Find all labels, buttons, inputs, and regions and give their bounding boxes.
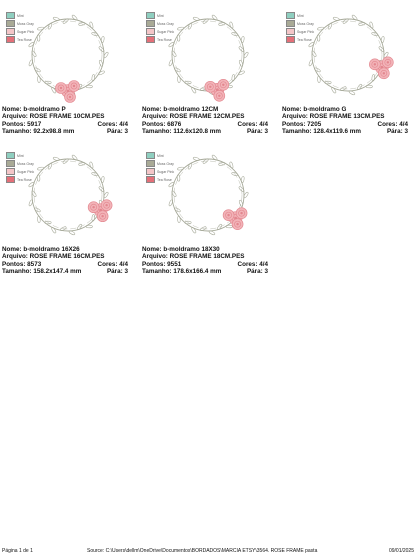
info-name: Nome: b-moldramo 16X26: [2, 246, 80, 253]
leaf: [226, 225, 232, 228]
info-row: [2, 261, 132, 268]
color-label: Moss Gray: [297, 21, 314, 26]
color-swatch: [6, 12, 15, 19]
leaf: [317, 35, 320, 42]
leaf: [89, 162, 93, 169]
leaf: [177, 175, 180, 182]
leaf: [99, 60, 104, 67]
leaf: [28, 59, 33, 66]
leaf: [366, 85, 372, 88]
color-swatch: [146, 160, 155, 167]
leaf: [101, 176, 105, 183]
info-points: Pontos: 8573: [2, 260, 42, 268]
leaf: [369, 22, 373, 29]
rose-flower: [101, 200, 112, 211]
leaf: [239, 200, 244, 207]
color-label: Moss Gray: [17, 21, 34, 26]
info-points: Pontos: 6876: [142, 120, 182, 128]
color-swatch: [6, 176, 15, 183]
info-points: Pontos: 9551: [142, 260, 182, 268]
leaf: [37, 175, 40, 182]
color-label: Tea Rose: [17, 177, 32, 182]
color-swatch: [6, 28, 15, 35]
info-row: [2, 113, 132, 120]
info-row: [142, 268, 272, 275]
leaf: [37, 35, 40, 42]
design-preview: [282, 8, 412, 104]
rose-flower: [382, 57, 393, 68]
info-row: [282, 128, 412, 135]
info-row: [2, 268, 132, 275]
rose-flower: [97, 211, 108, 222]
info-name: Nome: b-moldramo 18X30: [142, 246, 220, 253]
leaf: [229, 22, 233, 29]
color-swatch: [286, 28, 295, 35]
info-row: [142, 121, 272, 128]
color-swatch: [286, 36, 295, 43]
color-label: Moss Gray: [17, 161, 34, 166]
info-stops: Pára: 3: [246, 127, 268, 135]
design-preview: [2, 8, 132, 104]
info-points: Pontos: 7205: [282, 120, 322, 128]
info-row: [142, 113, 272, 120]
leaf: [177, 216, 180, 223]
leaf: [241, 36, 245, 43]
info-row: [2, 121, 132, 128]
legend-row: [6, 28, 34, 35]
leaf: [37, 76, 40, 83]
color-swatch: [6, 36, 15, 43]
info-row: [142, 106, 272, 113]
print-date: 09/01/2025: [388, 548, 414, 554]
leaf: [168, 199, 173, 206]
leaf: [89, 22, 93, 29]
leaf: [381, 36, 385, 43]
leaf: [101, 36, 105, 43]
legend-row: [146, 20, 174, 27]
rose-flower: [56, 83, 67, 94]
legend-row: [146, 28, 174, 35]
leaf: [168, 59, 173, 66]
color-swatch: [286, 20, 295, 27]
rose-flower: [214, 90, 225, 101]
info-stops: Pára: 3: [246, 267, 268, 275]
design-card: [282, 8, 412, 135]
legend-row: [286, 28, 314, 35]
color-swatch: [6, 20, 15, 27]
leaf: [51, 227, 57, 234]
info-size: Tamanho: 92.2x98.8 mm: [2, 127, 75, 135]
color-legend: [286, 12, 314, 44]
info-row: [142, 261, 272, 268]
design-card: [2, 8, 132, 135]
color-label: Tea Rose: [157, 177, 172, 182]
color-swatch: [286, 12, 295, 19]
info-size: Tamanho: 128.4x119.6 mm: [282, 127, 361, 135]
leaf: [193, 157, 200, 161]
info-colors: Cores: 4/4: [237, 120, 268, 128]
design-card: [142, 148, 272, 275]
design-info: [142, 106, 272, 135]
color-swatch: [6, 152, 15, 159]
info-file: Arquivo: ROSE FRAME 16CM.PES: [2, 253, 105, 261]
info-row: [282, 121, 412, 128]
info-file: Arquivo: ROSE FRAME 13CM.PES: [282, 113, 385, 121]
color-legend: [6, 152, 34, 184]
color-label: Mint: [157, 153, 164, 158]
leaf: [177, 76, 180, 83]
color-swatch: [146, 28, 155, 35]
leaf: [238, 70, 245, 75]
info-stops: Pára: 3: [106, 267, 128, 275]
info-stops: Pára: 3: [106, 127, 128, 135]
color-label: Mint: [157, 13, 164, 18]
leaf: [177, 35, 180, 42]
rose-flower: [205, 81, 216, 92]
color-swatch: [146, 176, 155, 183]
rose-flower: [232, 219, 243, 230]
color-label: Mint: [297, 13, 304, 18]
info-row: [142, 253, 272, 260]
info-size: Tamanho: 178.6x166.4 mm: [142, 267, 222, 275]
info-file: Arquivo: ROSE FRAME 10CM.PES: [2, 113, 105, 121]
legend-row: [146, 12, 174, 19]
design-preview: [142, 148, 272, 244]
design-info: [282, 106, 412, 135]
legend-row: [6, 160, 34, 167]
leaf: [86, 85, 92, 88]
color-label: Moss Gray: [157, 161, 174, 166]
page-number: Página 1 de 1: [2, 548, 33, 554]
legend-row: [146, 168, 174, 175]
legend-row: [146, 176, 174, 183]
legend-row: [146, 160, 174, 167]
leaf: [37, 216, 40, 223]
legend-row: [286, 36, 314, 43]
info-row: [142, 128, 272, 135]
color-label: Sugar Pink: [17, 169, 35, 174]
legend-row: [6, 12, 34, 19]
leaf: [317, 76, 320, 83]
info-row: [282, 113, 412, 120]
color-label: Mint: [17, 153, 24, 158]
info-file: Arquivo: ROSE FRAME 12CM.PES: [142, 113, 245, 121]
design-card: [142, 8, 272, 135]
color-label: Tea Rose: [17, 37, 32, 42]
legend-row: [286, 20, 314, 27]
leaf: [193, 17, 200, 21]
leaf: [53, 17, 60, 21]
legend-row: [6, 36, 34, 43]
leaf: [241, 176, 245, 183]
legend-row: [146, 36, 174, 43]
color-label: Sugar Pink: [157, 169, 175, 174]
leaf: [331, 87, 337, 94]
info-colors: Cores: 4/4: [377, 120, 408, 128]
color-swatch: [146, 36, 155, 43]
source-path: Source: C:\Users\dellm\OneDrive\Documentos\BORDADOS\MARCIA ETSY\3564. ROSE FRAME pasta: [87, 548, 318, 554]
rose-flower: [218, 79, 229, 90]
info-colors: Cores: 4/4: [97, 120, 128, 128]
leaf: [98, 70, 105, 75]
leaf: [191, 87, 197, 94]
info-row: [2, 246, 132, 253]
info-row: [282, 106, 412, 113]
info-row: [2, 106, 132, 113]
color-legend: [6, 12, 34, 44]
color-label: Sugar Pink: [17, 29, 35, 34]
design-info: [2, 246, 132, 275]
leaf: [308, 59, 313, 66]
color-label: Tea Rose: [297, 37, 312, 42]
rose-flower: [88, 202, 99, 213]
design-preview: [2, 148, 132, 244]
color-swatch: [146, 152, 155, 159]
color-swatch: [146, 168, 155, 175]
info-file: Arquivo: ROSE FRAME 18CM.PES: [142, 253, 245, 261]
legend-row: [6, 20, 34, 27]
info-stops: Pára: 3: [386, 127, 408, 135]
design-card: [2, 148, 132, 275]
leaf: [239, 60, 244, 67]
rose-flower: [378, 68, 389, 79]
color-label: Moss Gray: [157, 21, 174, 26]
legend-row: [286, 12, 314, 19]
color-label: Tea Rose: [157, 37, 172, 42]
info-size: Tamanho: 158.2x147.4 mm: [2, 267, 82, 275]
legend-row: [6, 152, 34, 159]
leaf: [86, 225, 92, 228]
leaf: [53, 157, 60, 161]
rose-flower: [369, 59, 380, 70]
rose-flower: [223, 210, 234, 221]
leaf: [28, 199, 33, 206]
design-info: [2, 106, 132, 135]
info-colors: Cores: 4/4: [97, 260, 128, 268]
color-legend: [146, 152, 174, 184]
color-label: Sugar Pink: [297, 29, 315, 34]
leaf: [333, 17, 340, 21]
legend-row: [6, 168, 34, 175]
leaf: [191, 227, 197, 234]
design-info: [142, 246, 272, 275]
color-label: Sugar Pink: [157, 29, 175, 34]
rose-flower: [69, 81, 80, 92]
design-preview: [142, 8, 272, 104]
info-row: [142, 246, 272, 253]
legend-row: [6, 176, 34, 183]
rose-flower: [236, 208, 247, 219]
color-swatch: [146, 20, 155, 27]
color-label: Mint: [17, 13, 24, 18]
info-row: [2, 128, 132, 135]
info-name: Nome: b-moldramo 12CM: [142, 106, 219, 113]
color-legend: [146, 12, 174, 44]
info-row: [2, 253, 132, 260]
color-swatch: [146, 12, 155, 19]
leaf: [229, 162, 233, 169]
color-swatch: [6, 160, 15, 167]
rose-flower: [65, 92, 76, 103]
info-size: Tamanho: 112.6x120.8 mm: [142, 127, 221, 135]
legend-row: [146, 152, 174, 159]
info-name: Nome: b-moldramo G: [282, 106, 347, 113]
info-points: Pontos: 5917: [2, 120, 42, 128]
info-name: Nome: b-moldramo P: [2, 106, 66, 113]
color-swatch: [6, 168, 15, 175]
info-colors: Cores: 4/4: [237, 260, 268, 268]
